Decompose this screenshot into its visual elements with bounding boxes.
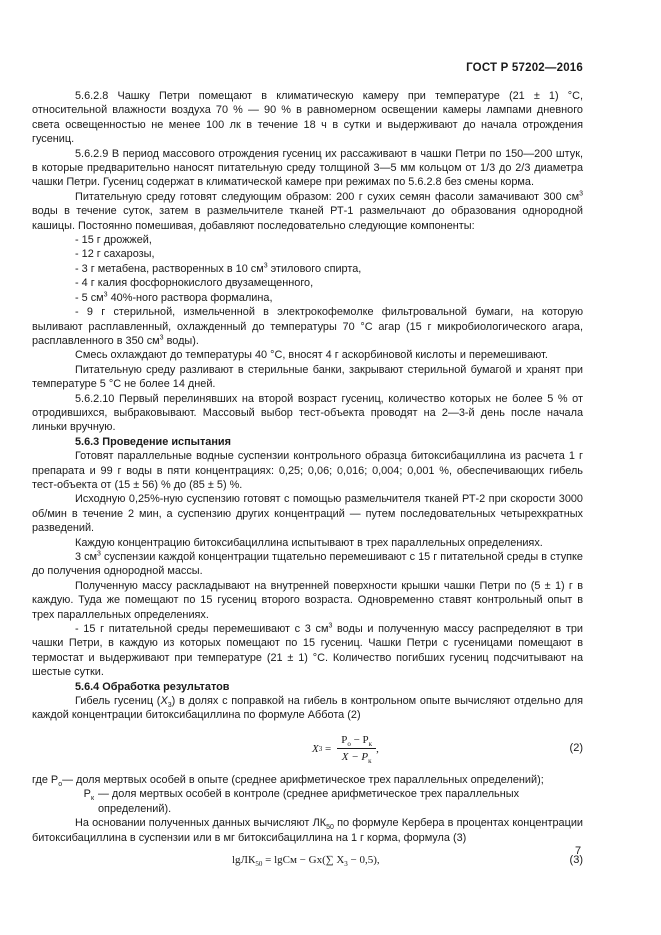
formula-2 bbox=[32, 727, 583, 771]
superscript: 3 bbox=[328, 622, 333, 630]
text: воды и полученную массу распределяют в три чашки Петри, в каждую из которых помещают по 15 гусениц. Чашки Петри с гусеницами помещают в термостат и выдерживают при температуре (21 ± 1) °С. Количество погибших гусениц подсчитывают на шестые сутки. bbox=[32, 623, 583, 679]
equation-number: (3) bbox=[569, 853, 583, 866]
legend-label bbox=[32, 773, 62, 787]
text: Гибель гусениц ( bbox=[75, 695, 161, 708]
text: 3 см bbox=[75, 551, 98, 563]
text: На основании полученных данных вычисляют ЛК bbox=[75, 817, 327, 830]
text: X − P bbox=[341, 751, 369, 764]
subscript: 50 bbox=[255, 860, 263, 869]
subscript: о bbox=[347, 740, 351, 749]
subscript: к bbox=[90, 795, 94, 803]
paragraph bbox=[32, 694, 583, 723]
subscript: к bbox=[368, 740, 373, 749]
document-header: ГОСТ Р 57202—2016 bbox=[466, 62, 583, 74]
text: P bbox=[83, 788, 91, 801]
legend-label bbox=[32, 787, 98, 816]
equation-number: (2) bbox=[569, 741, 583, 754]
superscript: 3 bbox=[579, 190, 583, 198]
paragraph-5-6-2-10: 5.6.2.10 Первый перелинявших на второй возраст гусениц, количество которых не более 5 % от отродившихся, выбраковывают. Массовый выбор тест-объекта проводят на 2—3-й день после начала линьки вручную. bbox=[32, 392, 583, 434]
subscript: 3 bbox=[167, 702, 172, 710]
formula-2-body: X 3 = $\frac{P_о - P_к}{X - P_к}$ , bbox=[312, 733, 379, 766]
equals-sign: = bbox=[322, 742, 332, 755]
paragraph-5-6-2-9: 5.6.2.9 В период массового отрождения гусениц их рассаживают в чашки Петри по 150—200 штук, в которые предварительно наносят питательную среду толщиной 3—5 мм кольцом от 1/3 до 2/3 диаметра чашки Петри. Гусениц содержат в климатической камере при режимах по 5.6.2.8 без смены корма. bbox=[32, 147, 583, 189]
paragraph-nutrient-medium bbox=[32, 190, 583, 233]
text: воды в течение суток, затем в размельчителе тканей РТ-1 размельчают до образования однородной кашицы. Постоянно помешивая, добавляют последовательно следующие компоненты: bbox=[32, 205, 583, 232]
text: = lgCм − Gx(∑ X bbox=[262, 853, 345, 866]
text: − P bbox=[350, 733, 369, 746]
subscript: 3 bbox=[344, 860, 348, 869]
legend-text: — доля мертвых особей в контроле (среднее арифметическое трех параллельных определений). bbox=[98, 788, 520, 815]
text: этилового спирта, bbox=[267, 262, 362, 275]
list-item: - 15 г дрожжей, bbox=[75, 234, 152, 247]
numerator bbox=[337, 733, 376, 749]
text: суспензии каждой концентрации тщательно перемешивают с 15 г питательной среды в ступке до получения однородной массы. bbox=[32, 551, 583, 578]
list-item: - 12 г сахарозы, bbox=[75, 248, 155, 261]
text: - 9 г стерильной, измельченной в электрокофемолке фильтровальной бумаги, на которую выливают расплавленный, охлажденный до температуры 70 °С агар (15 г микробиологического агара, расплавленного в 350 см bbox=[32, 306, 583, 347]
text: где P bbox=[32, 773, 59, 786]
formula-lhs: X bbox=[312, 742, 319, 755]
section-heading: 5.6.4 Обработка результатов bbox=[75, 680, 230, 693]
text: P bbox=[341, 733, 348, 746]
text: ) в долях с поправкой на гибель в контрольном опыте вычисляют отдельно для каждой концентрации битоксибациллина по формуле Аббота (2) bbox=[32, 695, 583, 722]
text: - 15 г питательной среды перемешивают с 3 см bbox=[75, 623, 329, 636]
paragraph bbox=[32, 550, 583, 579]
paragraph bbox=[32, 622, 583, 680]
legend-text: — доля мертвых особей в опыте (среднее арифметическое трех параллельных определений); bbox=[62, 773, 544, 786]
legend-term bbox=[32, 773, 583, 787]
paragraph: Готовят параллельные водные суспензии контрольного образца битоксибациллина из расчета 1 г препарата и 99 г воды в пяти концентрациях: 0,25; 0,06; 0,016; 0,004; 0,001 %, обеспечивающих гибель тест-объекта от (15 ± 56) % до (85 ± 5) %. bbox=[32, 450, 583, 491]
paragraph: Питательную среду разливают в стерильные банки, закрывают стерильной бумагой и хранят при температуре 5 °С не более 14 дней. bbox=[32, 363, 583, 391]
superscript: 3 bbox=[159, 334, 164, 342]
subscript: 50 bbox=[326, 824, 334, 832]
text: по формуле Кербера в процентах концентрации битоксибациллина в суспензии или в мг битоксибациллина на 1 г корма, формула (3) bbox=[32, 817, 584, 844]
symbol-x: X bbox=[160, 695, 168, 708]
section-heading: 5.6.3 Проведение испытания bbox=[75, 435, 231, 448]
formula-3-body bbox=[232, 853, 380, 867]
subscript: к bbox=[368, 757, 372, 766]
list-item: - 4 г калия фосфорнокислого двузамещенного, bbox=[75, 277, 314, 290]
document-body bbox=[32, 89, 583, 877]
list-item bbox=[32, 291, 583, 305]
denominator bbox=[338, 749, 376, 764]
paragraph-5-6-2-8: 5.6.2.8 Чашку Петри помещают в климатическую камеру при температуре (21 ± 1) °С, относительной влажности воздуха 70 % — 90 % в равномерном освещении камеры лампами дневного света освещенностью не менее 100 лк в течение 18 ч в сутки и выдерживают до начала отрождения гусениц. bbox=[32, 90, 583, 146]
legend-term bbox=[32, 787, 583, 816]
text: − 0,5), bbox=[347, 853, 380, 866]
paragraph: Исходную 0,25%-ную суспензию готовят с помощью размельчителя тканей РТ-2 при скорости 3000 об/мин в течение 2 мин, а суспензию других концентраций — путем последовательных четырехкратных разведений. bbox=[32, 493, 583, 535]
text: Питательную среду готовят следующим образом: 200 г сухих семян фасоли замачивают 300 см bbox=[75, 190, 580, 203]
fraction bbox=[337, 733, 376, 765]
list-item bbox=[32, 262, 583, 276]
formula-legend bbox=[32, 773, 583, 816]
paragraph: Смесь охлаждают до температуры 40 °С, вносят 4 г аскорбиновой кислоты и перемешивают. bbox=[75, 349, 548, 362]
subscript: о bbox=[58, 781, 63, 789]
superscript: 3 bbox=[263, 262, 268, 270]
list-item bbox=[32, 305, 583, 348]
text: , bbox=[376, 742, 379, 755]
superscript: 3 bbox=[103, 291, 108, 299]
paragraph: Полученную массу раскладывают на внутренней поверхности крышки чашки Петри по (5 ± 1) г в каждую. Туда же помещают по 15 гусениц второго возраста. Одновременно ставят контрольный опыт в трех параллельных определениях. bbox=[32, 579, 583, 621]
page-number: 7 bbox=[575, 845, 582, 857]
text: - 3 г метабена, растворенных в 10 см bbox=[75, 262, 264, 275]
text: 40%-ного раствора формалина, bbox=[107, 291, 273, 304]
text: - 5 см bbox=[75, 291, 104, 304]
paragraph: Каждую концентрацию битоксибациллина испытывают в трех параллельных определениях. bbox=[75, 536, 543, 549]
paragraph bbox=[32, 816, 583, 845]
superscript: 3 bbox=[97, 550, 101, 558]
text: lgЛК bbox=[232, 853, 256, 866]
formula-3 bbox=[32, 849, 583, 873]
text: воды). bbox=[163, 334, 199, 347]
